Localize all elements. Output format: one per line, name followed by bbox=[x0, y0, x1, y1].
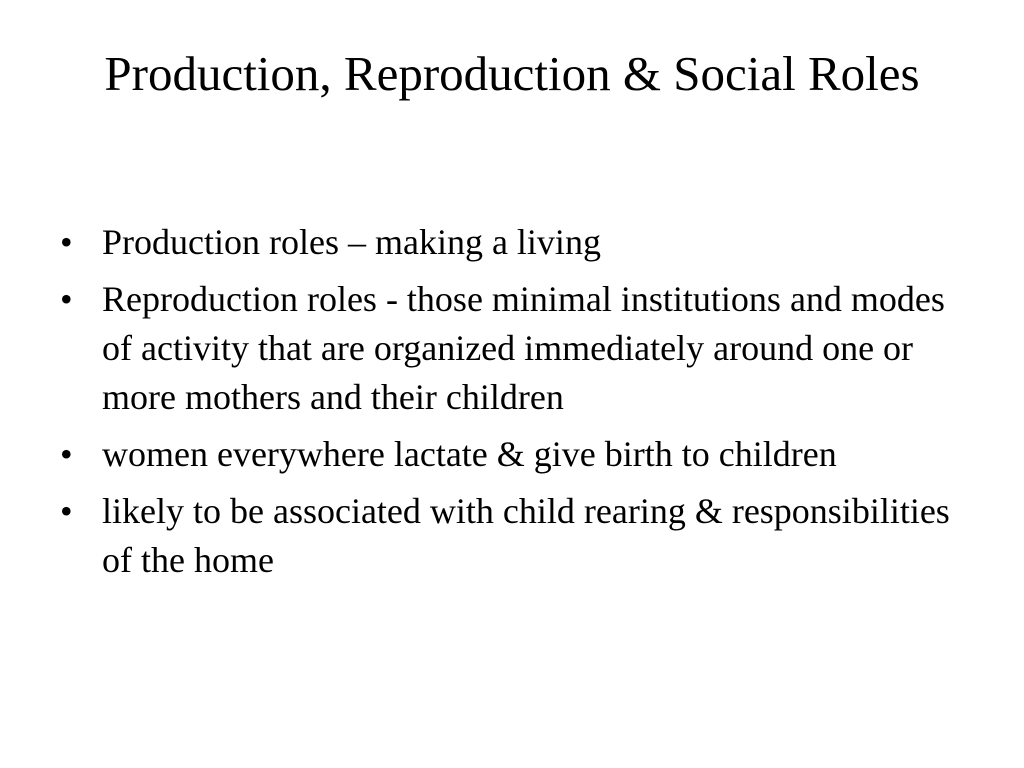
bullet-marker-icon: • bbox=[60, 279, 73, 319]
bullet-item-production bbox=[58, 218, 978, 267]
bullet-item-women bbox=[58, 430, 978, 479]
bullet-text: Production roles – making a living bbox=[102, 222, 601, 262]
bullet-item-child-rearing bbox=[58, 487, 978, 585]
bullet-marker-icon: • bbox=[60, 222, 73, 262]
bullet-item-reproduction bbox=[58, 275, 978, 422]
slide-title: Production, Reproduction & Social Roles bbox=[104, 46, 920, 101]
bullet-marker-icon: • bbox=[60, 491, 73, 531]
bullet-text: likely to be associated with child rearing & responsibilities of the home bbox=[102, 491, 950, 580]
bullet-marker-icon: • bbox=[60, 434, 73, 474]
bullet-text: women everywhere lactate & give birth to children bbox=[102, 434, 837, 474]
bullet-list bbox=[58, 218, 978, 593]
bullet-text: Reproduction roles - those minimal institutions and modes of activity that are organized immediately around one or more mothers and their children bbox=[102, 279, 945, 417]
